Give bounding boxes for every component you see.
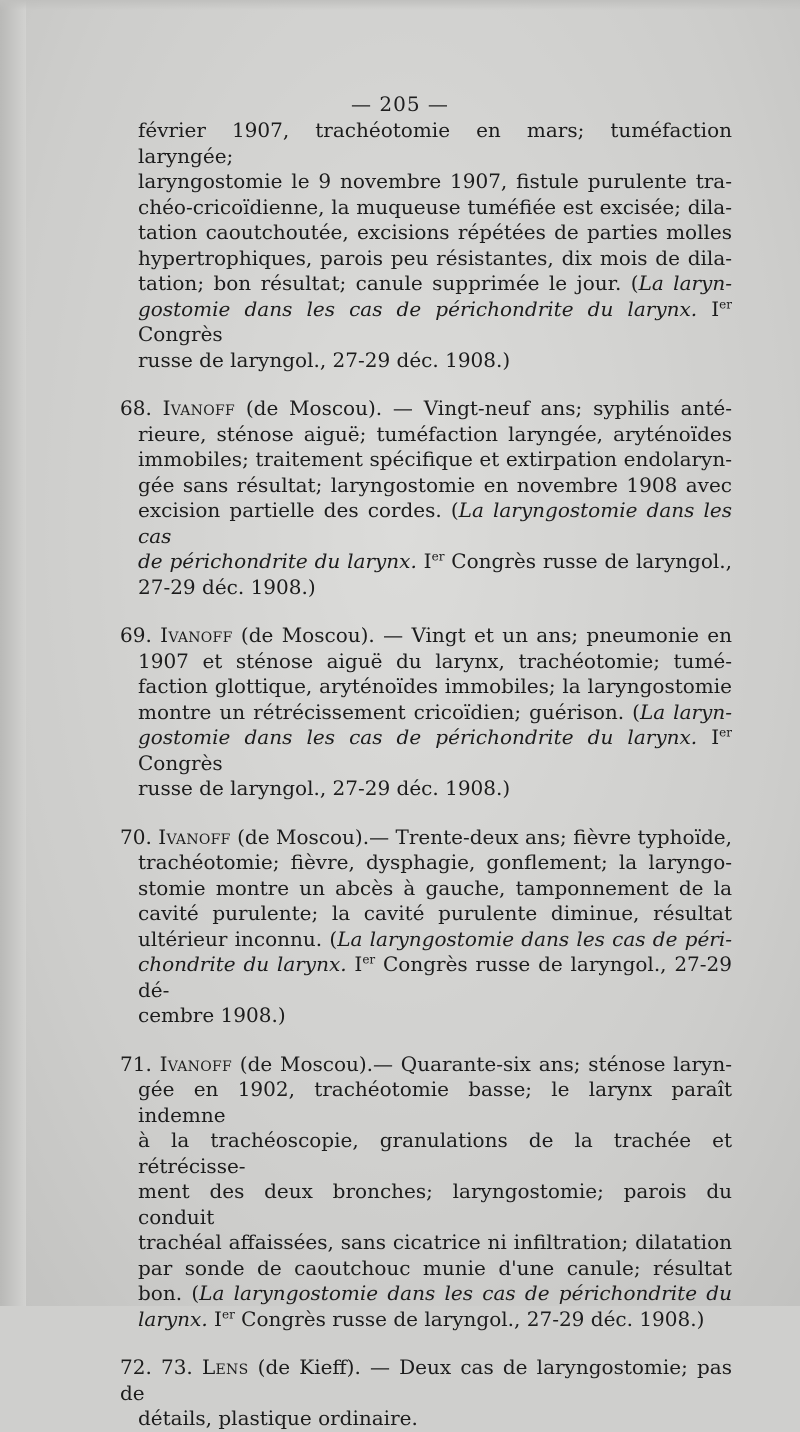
entry-number: 70. [120, 824, 152, 849]
citation-title: gostomie dans les cas de périchondrite du larynx. [138, 725, 698, 749]
text-line: larynx. Ier Congrès russe de laryngol., 27-29 déc. 1908.) [138, 1306, 705, 1331]
text-line: trachéal affaissées, sans cicatrice ni infiltration; dilatation [138, 1230, 732, 1254]
text-line: 72. 73. Lens (de Kieff). — Deux cas de laryngostomie; pas de [120, 1355, 732, 1405]
page-number: — 205 — [351, 92, 449, 116]
entry-author: Ivanoff [162, 396, 236, 420]
continuation-paragraph [120, 118, 732, 373]
text-line: rieure, sténose aiguë; tuméfaction laryngée, aryténoïdes [138, 421, 732, 446]
text-line: montre un rétrécissement cricoïdien; guérison. (La laryn- [138, 699, 732, 724]
text-line: 68. Ivanoff (de Moscou). — Vingt-neuf ans; syphilis anté- [120, 396, 732, 420]
text-line: gostomie dans les cas de périchondrite du larynx. Ier Congrès [138, 725, 732, 775]
text-line: immobiles; traitement spécifique et extirpation endolaryn- [138, 447, 732, 471]
text-line: 70. Ivanoff (de Moscou).— Trente-deux ans; fièvre typhoïde, [120, 824, 732, 849]
entry-number: 71. [120, 1051, 152, 1076]
text-line: gostomie dans les cas de périchondrite du larynx. Ier Congrès [138, 296, 732, 346]
entry-author: Ivanoff [158, 824, 231, 849]
bibliography-entry [120, 1355, 732, 1432]
text-line: faction glottique, aryténoïdes immobiles; la laryngostomie [138, 674, 732, 698]
text-line: ultérieur inconnu. (La laryngostomie dans les cas de péri- [138, 926, 733, 951]
bibliography-entry [120, 623, 732, 802]
entry-number: 69. [120, 623, 152, 647]
text-line: stomie montre un abcès à gauche, tamponnement de la [138, 875, 732, 900]
text-line: chondrite du larynx. Ier Congrès russe de laryngol., 27-29 dé- [138, 952, 732, 1002]
bibliography-entry [120, 396, 732, 600]
entry-author: Ivanoff [160, 623, 233, 647]
citation-title: larynx. [138, 1306, 208, 1331]
body-text [120, 118, 732, 1432]
citation-title: La laryn- [639, 699, 732, 724]
text-line: ment des deux bronches; laryngostomie; parois du conduit [138, 1179, 732, 1229]
entry-author: Ivanoff [159, 1051, 233, 1076]
citation-title: La laryngostomie dans les cas de périchondrite du [199, 1281, 732, 1305]
text-line: hypertrophiques, parois peu résistantes, dix mois de dila- [138, 245, 732, 270]
text-line: trachéotomie; fièvre, dysphagie, gonflement; la laryngo- [138, 850, 732, 874]
text-line: laryngostomie le 9 novembre 1907, fistule purulente tra- [138, 169, 732, 193]
text-line: février 1907, trachéotomie en mars; tuméfaction laryngée; [138, 118, 732, 168]
text-line: russe de laryngol., 27-29 déc. 1908.) [138, 347, 511, 372]
text-line: par sonde de caoutchouc munie d'une canule; résultat [138, 1255, 732, 1280]
entry-author: Lens [201, 1355, 249, 1379]
bibliography-entry [120, 825, 732, 1029]
entry-number: 68. [120, 396, 152, 420]
citation-title: La laryngostomie dans les cas [138, 498, 732, 548]
text-line: 27-29 déc. 1908.) [138, 574, 316, 599]
text-line: bon. (La laryngostomie dans les cas de périchondrite du [138, 1281, 732, 1305]
page-gutter-shadow [0, 0, 26, 1306]
page-top-shadow [0, 0, 800, 10]
citation-title: La laryn- [638, 271, 732, 295]
text-line: détails, plastique ordinaire. [138, 1406, 418, 1430]
text-line: 1907 et sténose aiguë du larynx, trachéotomie; tumé- [138, 648, 732, 673]
text-line: tation; bon résultat; canule supprimée le jour. (La laryn- [138, 271, 732, 295]
citation-title: de périchondrite du larynx. [138, 549, 417, 573]
text-line: à la trachéoscopie, granulations de la trachée et rétrécisse- [138, 1128, 732, 1178]
text-line: excision partielle des cordes. (La laryngostomie dans les cas [138, 498, 732, 548]
entry-number: 72. 73. [120, 1355, 193, 1379]
text-line: tation caoutchoutée, excisions répétées de parties molles [138, 220, 732, 244]
text-line: russe de laryngol., 27-29 déc. 1908.) [138, 776, 511, 800]
text-line: gée sans résultat; laryngostomie en novembre 1908 avec [138, 472, 732, 497]
citation-title: La laryngostomie dans les cas de péri- [337, 926, 733, 951]
text-line: 69. Ivanoff (de Moscou). — Vingt et un ans; pneumonie en [120, 623, 732, 647]
text-line: gée en 1902, trachéotomie basse; le larynx paraît indemne [138, 1077, 732, 1127]
citation-title: gostomie dans les cas de périchondrite du larynx. [138, 296, 698, 321]
text-line: cembre 1908.) [138, 1003, 286, 1027]
text-line: cavité purulente; la cavité purulente diminue, résultat [138, 901, 732, 925]
text-line: chéo-cricoïdienne, la muqueuse tuméfiée est excisée; dila- [138, 194, 732, 219]
text-line: de périchondrite du larynx. Ier Congrès russe de laryngol., [138, 549, 733, 573]
text-line: 71. Ivanoff (de Moscou).— Quarante-six ans; sténose laryn- [120, 1051, 732, 1076]
citation-title: chondrite du larynx. [138, 952, 347, 976]
bibliography-entry [120, 1052, 732, 1333]
